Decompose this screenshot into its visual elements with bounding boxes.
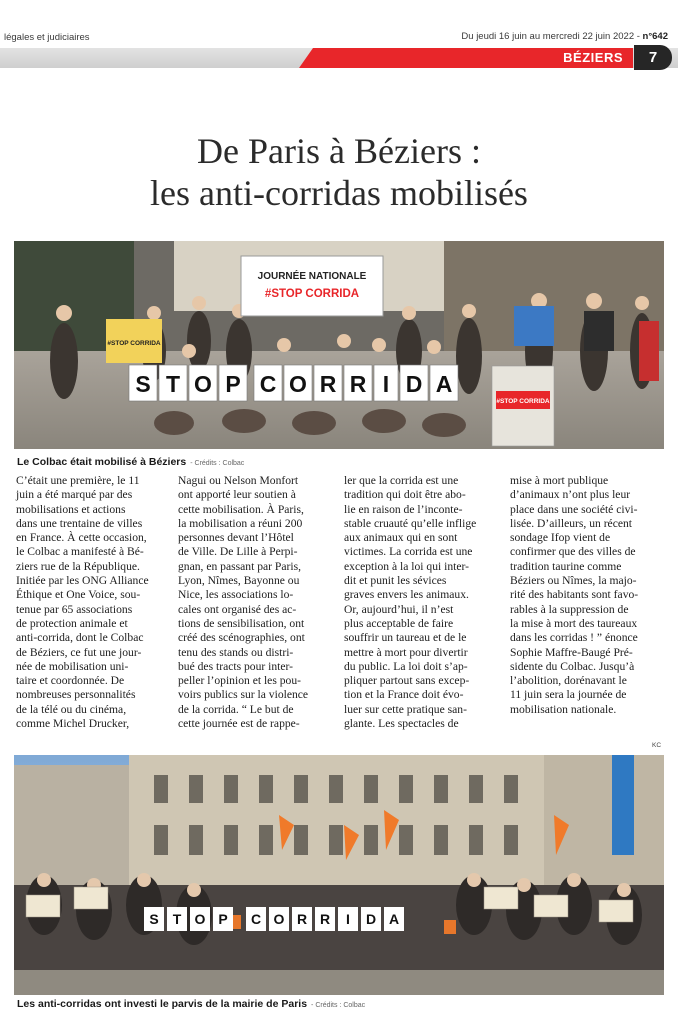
letter-sign (338, 907, 358, 931)
header-rubric: légales et judiciaires (4, 32, 90, 43)
article-line: Initiée par les ONG Alliance (16, 574, 149, 588)
article-line: rité des habitants sont favo- (510, 588, 639, 602)
letter-sign (189, 365, 217, 401)
article-line: comme Michel Drucker, (16, 717, 130, 731)
article-line: taire et coordonnée. De (16, 674, 125, 688)
article-line: de Ville. De Lille à Perpi- (178, 545, 298, 559)
article-line: aux animaux qui en sont (344, 531, 458, 545)
article-line: peller l’opinion et les pou- (178, 674, 301, 688)
article-line: mise à mort publique (510, 474, 609, 487)
left-sign-text: #STOP CORRIDA (107, 340, 161, 347)
article-column-4 (510, 474, 662, 717)
header-date-range: Du jeudi 16 juin au mercredi 22 juin 2022 - (461, 31, 643, 42)
photo1-caption (17, 456, 244, 468)
article-line: l’abolition, dorénavant le (510, 674, 627, 688)
letter-sign (384, 907, 404, 931)
letter-sign (144, 907, 164, 931)
article-line: personnes devant l’Hôtel (178, 531, 294, 545)
article-line: pliquer partout sans excep- (344, 674, 470, 688)
svg-text:C: C (250, 911, 262, 927)
photo2-credit: - Crédits : Colbac (311, 1002, 366, 1009)
svg-text:I: I (382, 371, 390, 397)
letter-sign (361, 907, 381, 931)
article-line: de Béziers, ce fut une jour- (16, 645, 142, 659)
letter-sign (430, 365, 458, 401)
svg-text:R: R (319, 911, 331, 927)
article-column-1 (16, 474, 168, 731)
article-line: nombreuses personnalités (16, 688, 136, 702)
article-line: lisée. D’ailleurs, un récent (510, 516, 633, 530)
article-line: sidente du Colbac. Jusqu’à (510, 659, 635, 673)
article-line: cette mobilisation. À Paris, (178, 502, 304, 516)
banner-title: JOURNÉE NATIONALE (257, 271, 367, 282)
article-line: Nice, les associations lo- (178, 588, 294, 602)
article-line: de la télé ou du cinéma, (16, 702, 127, 716)
article-line: ziers rue de la République. (16, 559, 140, 573)
photo-beziers-rally (14, 241, 664, 449)
header-issue-number: n°642 (642, 31, 668, 42)
article-line: C’était une première, le 11 (16, 474, 140, 487)
svg-text:R: R (319, 371, 337, 397)
svg-text:D: D (405, 371, 423, 397)
svg-text:C: C (259, 371, 277, 397)
article-line: lie en raison de l’inconte- (344, 502, 463, 516)
article-line: bué des tracts pour inter- (178, 659, 294, 673)
svg-text:O: O (194, 371, 212, 397)
article-line: tradition qui doit être abo- (344, 488, 466, 502)
header-section-band (313, 48, 633, 68)
letter-sign (159, 365, 187, 401)
right-sign-text: #STOP CORRIDA (496, 398, 550, 405)
letter-sign (315, 907, 335, 931)
svg-text:O: O (289, 371, 307, 397)
article-line: née de mobilisation uni- (16, 659, 129, 673)
letter-sign (400, 365, 428, 401)
article-line: Sophie Maffre-Baugé Pré- (510, 645, 633, 659)
photo1-credit: - Crédits : Colbac (190, 460, 245, 467)
author-signature: KC (652, 742, 662, 749)
article-line: ler que la corrida est une (344, 474, 459, 487)
article-line: dans les corridas ! ” énonce (510, 631, 638, 645)
article-line: luer sur cette pratique san- (344, 702, 467, 716)
svg-text:P: P (218, 911, 228, 927)
article-line: 11 juin sera la journée de (510, 688, 627, 702)
article-line: d’animaux n’ont plus leur (510, 488, 631, 502)
article-line: Lyon, Nîmes, Bayonne ou (178, 574, 300, 588)
article-line: du public. La loi doit s’ap- (344, 659, 468, 673)
article-line: tenu des stands ou distri- (178, 645, 294, 659)
article-line: le Colbac a manifesté à Bé- (16, 545, 144, 559)
article-line: cette journée est de rappe- (178, 717, 300, 731)
article-line: souffrir un taureau et de le (344, 631, 467, 645)
letter-sign (344, 365, 372, 401)
article-line: gnan, en passant par Paris, (178, 559, 301, 573)
letter-sign (269, 907, 289, 931)
article-line: tenue par 65 associations (16, 602, 133, 616)
banner-hashtag: #STOP CORRIDA (264, 288, 360, 300)
article-line: juin a été marqué par des (16, 488, 133, 502)
photo2-caption-text: Les anti-corridas ont investi le parvis de la mairie de Paris (17, 998, 308, 1010)
photo1-caption-text: Le Colbac était mobilisé à Béziers (17, 456, 187, 468)
article-column-2 (178, 474, 336, 731)
article-line: de la corrida. “ Le but de (178, 702, 294, 716)
svg-text:S: S (135, 371, 151, 397)
letter-sign (167, 907, 187, 931)
svg-text:D: D (365, 911, 377, 927)
letter-sign (246, 907, 266, 931)
article-line: de protection animale et (16, 616, 128, 630)
article-title-line2: les anti-corridas mobilisés (150, 173, 528, 213)
article-line: tion et la France doit évo- (344, 688, 464, 702)
page-number: 7 (634, 45, 672, 70)
letter-sign (190, 907, 210, 931)
article-line: glante. Les spectacles de (344, 717, 459, 731)
article-title (0, 130, 678, 214)
article-line: plus acceptable de faire (344, 616, 454, 630)
article-line: mobilisations et actions (16, 502, 126, 516)
photo-paris-rally (14, 755, 664, 995)
svg-text:I: I (346, 911, 350, 927)
photo-beziers-illustration (14, 241, 664, 449)
article-line: la mobilisation a réuni 200 (178, 516, 303, 530)
letter-sign (374, 365, 398, 401)
letter-sign (292, 907, 312, 931)
letter-sign (314, 365, 342, 401)
article-line: victimes. La corrida est une (344, 545, 473, 559)
svg-text:A: A (435, 371, 453, 397)
article-line: Or, aujourd’hui, il n’est (344, 602, 454, 616)
article-line: rables à la suppression de (510, 602, 629, 616)
svg-text:O: O (273, 911, 285, 927)
article-line: anti-corrida, dont le Colbac (16, 631, 144, 645)
article-line: mobilisation nationale. (510, 702, 617, 716)
article-title-line1: De Paris à Béziers : (197, 131, 481, 171)
page-header (0, 0, 678, 78)
article-line: ont apporté leur soutien à (178, 488, 296, 502)
svg-text:O: O (194, 911, 206, 927)
article-line: la mise à mort des taureaux (510, 616, 638, 630)
article-line: mettre à mort pour divertir (344, 645, 468, 659)
article-line: cales ont organisé des ac- (178, 602, 297, 616)
article-line: voirs publics sur la violence (178, 688, 309, 702)
letter-sign (129, 365, 157, 401)
article-line: stable cruauté qu’elle inflige (344, 516, 477, 530)
article-line: confirmer que des villes de (510, 545, 636, 559)
svg-text:R: R (349, 371, 367, 397)
letter-sign (254, 365, 282, 401)
letter-sign (284, 365, 312, 401)
article-line: exception à la loi qui inter- (344, 559, 470, 573)
article-line: place dans une société civi- (510, 502, 638, 516)
svg-text:T: T (172, 911, 182, 927)
article-column-3 (344, 474, 500, 731)
letter-sign (213, 907, 233, 931)
article-line: sondage Ifop vient de (510, 531, 611, 545)
article-line: Éthique et One Voice, sou- (16, 588, 141, 602)
article-line: Nagui ou Nelson Monfort (178, 474, 299, 487)
article-line: graves envers les animaux. (344, 588, 469, 602)
photo-paris-illustration (14, 755, 664, 995)
svg-text:R: R (296, 911, 308, 927)
article-line: dans une trentaine de villes (16, 516, 143, 530)
article-line: tions de sensibilisation, ont (178, 616, 305, 630)
article-line: Béziers ou Nîmes, la majo- (510, 574, 637, 588)
section-name: BÉZIERS (563, 50, 623, 65)
article-line: créé des scénographies, ont (178, 631, 305, 645)
svg-text:P: P (225, 371, 241, 397)
letter-sign (219, 365, 247, 401)
svg-text:S: S (149, 911, 159, 927)
header-date (461, 31, 668, 42)
article-line: en France. À cette occasion, (16, 531, 147, 545)
svg-text:T: T (165, 371, 181, 397)
svg-text:A: A (388, 911, 400, 927)
article-line: dit et punit les sévices (344, 574, 447, 588)
article-line: tradition taurine comme (510, 559, 622, 573)
photo2-caption (17, 998, 365, 1010)
